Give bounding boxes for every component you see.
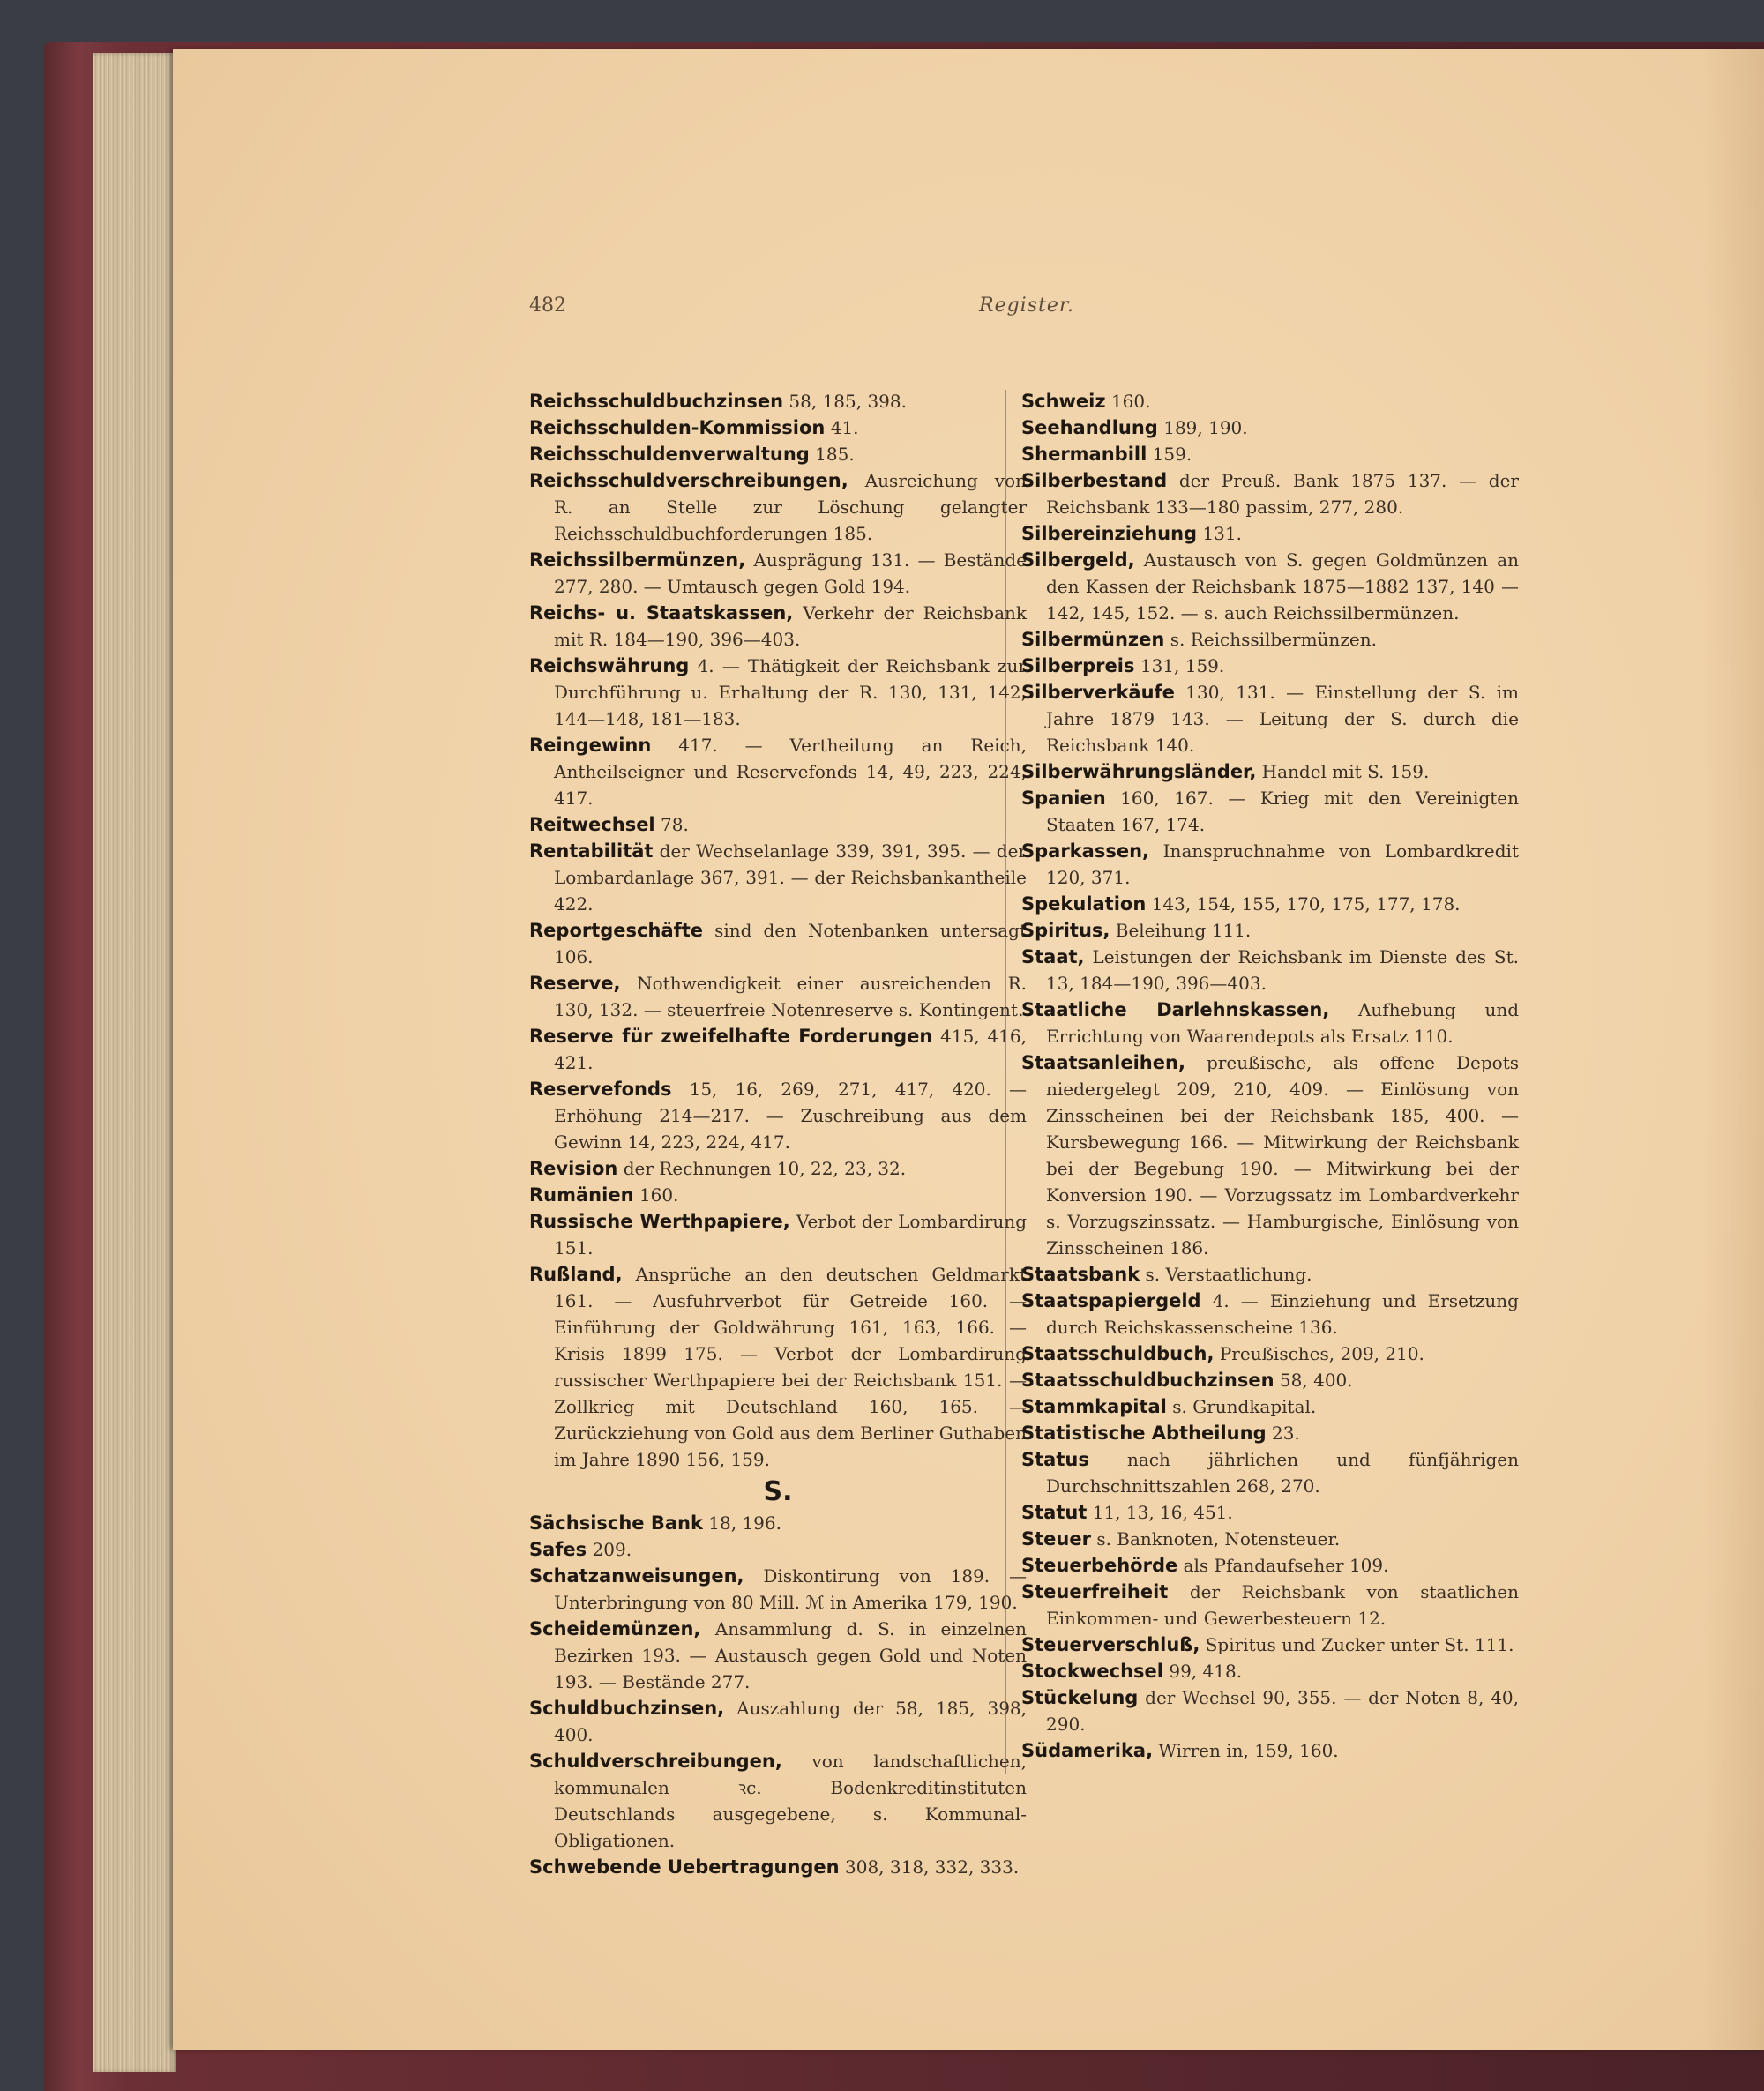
index-references: s. Reichssilbermünzen. [1164, 629, 1377, 650]
index-entry [529, 1616, 1027, 1695]
index-headword: Stückelung [1021, 1687, 1139, 1708]
index-references: 18, 196. [702, 1512, 781, 1534]
index-references: Austausch von S. gegen Goldmünzen an den Kassen der Reichsbank 1875—1882 137, 140 — 142, 145, 152. — s. auch Reichssilbermünzen. [1046, 549, 1519, 624]
index-references: 130, 131. — Einstellung der S. im Jahre 1879 143. — Leitung der S. durch die Reichsbank 140. [1046, 682, 1519, 756]
index-headword: Schwebende Uebertragungen [529, 1856, 840, 1878]
index-entry [529, 1076, 1027, 1155]
index-references: 11, 13, 16, 451. [1087, 1502, 1233, 1523]
index-entry [529, 1261, 1027, 1473]
index-headword: Steuerverschluß, [1021, 1634, 1200, 1655]
index-headword: Reichs- u. Staatskassen, [529, 602, 794, 624]
index-entry [1021, 758, 1519, 785]
index-entry [1021, 1393, 1519, 1420]
index-entry [529, 838, 1027, 917]
index-entry [1021, 917, 1519, 944]
index-entry [1021, 1261, 1519, 1288]
index-entry [1021, 1552, 1519, 1579]
index-headword: Shermanbill [1021, 444, 1147, 465]
index-references: nach jährlichen und fünfjährigen Durchschnittszahlen 268, 270. [1046, 1449, 1519, 1497]
index-headword: Silbereinziehung [1021, 523, 1198, 544]
index-references: preußische, als offene Depots niedergelegt 209, 210, 409. — Einlösung von Zinsscheinen bei der Reichsbank 185, 400. — Kursbewegung 166. — Mitwirkung der Reichsbank bei der Begebung 190. — Mitwirkung bei der Konversion 190. — Vorzugssatz im Lombardverkehr s. Vorzugszinssatz. — Hamburgische, Einlösung von Zinsscheinen 186. [1046, 1052, 1519, 1258]
index-references: 131, 159. [1134, 655, 1225, 676]
index-headword: Rußland, [529, 1264, 623, 1285]
index-references: 160. [1105, 391, 1151, 412]
index-headword: Spanien [1021, 788, 1106, 809]
index-references: Ausreichung von R. an Stelle zur Löschung gelangter Reichsschuldbuchforderungen 185. [554, 470, 1027, 544]
index-headword: Silbergeld, [1021, 549, 1135, 571]
index-headword: Stammkapital [1021, 1396, 1167, 1417]
index-references: 160. [633, 1184, 679, 1206]
index-entry [529, 1155, 1027, 1182]
index-headword: Silberverkäufe [1021, 682, 1175, 703]
index-references: Verbot der Lombardirung 151. [554, 1211, 1027, 1258]
index-entry [1021, 1658, 1519, 1684]
index-references: der Rechnungen 10, 22, 23, 32. [617, 1158, 907, 1179]
index-entry [529, 547, 1027, 600]
index-headword: Staatsschuldbuchzinsen [1021, 1370, 1274, 1391]
index-headword: Steuerfreiheit [1021, 1581, 1169, 1602]
index-references: Auszahlung der 58, 185, 398, 400. [554, 1698, 1027, 1745]
index-references: 160, 167. — Krieg mit den Vereinigten Staaten 167, 174. [1046, 788, 1519, 835]
index-entry [1021, 414, 1519, 441]
index-entry [529, 441, 1027, 467]
index-entry [1021, 944, 1519, 997]
index-entry [1021, 1049, 1519, 1261]
index-headword: Sparkassen, [1021, 840, 1149, 862]
index-headword: Reservefonds [529, 1079, 672, 1100]
index-entry [529, 1182, 1027, 1208]
index-headword: Staatsbank [1021, 1264, 1140, 1285]
index-references: 143, 154, 155, 170, 175, 177, 178. [1146, 893, 1461, 915]
index-entry [529, 970, 1027, 1023]
index-headword: Reserve für zweifelhafte Forderungen [529, 1026, 933, 1047]
index-entry [529, 1854, 1027, 1880]
index-entry [529, 1563, 1027, 1616]
index-entry [529, 917, 1027, 970]
page-gutter-shadow [1702, 49, 1764, 2050]
index-references: der Reichsbank von staatlichen Einkommen- und Gewerbesteuern 12. [1046, 1581, 1519, 1629]
index-entry [529, 388, 1027, 414]
index-headword: Staatspapiergeld [1021, 1290, 1201, 1311]
index-headword: Safes [529, 1539, 587, 1560]
index-entry [1021, 520, 1519, 547]
index-entry [529, 414, 1027, 441]
index-references: Ausprägung 131. — Bestände 277, 280. — Umtausch gegen Gold 194. [554, 549, 1027, 597]
index-references: Ansprüche an den deutschen Geldmarkt 161. — Ausfuhrverbot für Getreide 160. — Einführung der Goldwährung 161, 163, 166. — Krisis 1899 175. — Verbot der Lombardirung russischer Werthpapiere bei der Reichsbank 151. — Zollkrieg mit Deutschland 160, 165. — Zurückziehung von Gold aus dem Berliner Guthaben im Jahre 1890 156, 159. [554, 1264, 1027, 1470]
index-references: der Wechselanlage 339, 391, 395. — der Lombardanlage 367, 391. — der Reichsbankantheile 422. [554, 840, 1027, 915]
index-headword: Reichssilbermünzen, [529, 549, 746, 571]
index-references: der Wechsel 90, 355. — der Noten 8, 40, 290. [1046, 1687, 1519, 1735]
index-references: 23. [1266, 1423, 1300, 1444]
index-references: s. Banknoten, Notensteuer. [1090, 1528, 1341, 1550]
index-entry [1021, 1446, 1519, 1499]
index-references: Ansammlung d. S. in einzelnen Bezirken 193. — Austausch gegen Gold und Noten 193. — Bestände 277. [554, 1618, 1027, 1692]
index-headword: Reichswährung [529, 655, 690, 676]
index-entry [1021, 441, 1519, 467]
index-headword: Spiritus, [1021, 920, 1110, 941]
index-headword: Reichsschulden-Kommission [529, 417, 826, 438]
index-entry [529, 653, 1027, 732]
index-references: der Preuß. Bank 1875 137. — der Reichsbank 133—180 passim, 277, 280. [1046, 470, 1519, 518]
index-references: Aufhebung und Errichtung von Waarendepots als Ersatz 110. [1046, 999, 1520, 1047]
index-headword: Spekulation [1021, 893, 1147, 915]
index-references: 417. — Vertheilung an Reich, Antheilseigner und Reservefonds 14, 49, 223, 224, 417. [554, 735, 1027, 809]
index-entry [529, 1023, 1027, 1076]
index-references: von landschaftlichen, kommunalen ꝛc. Bodenkreditinstituten Deutschlands ausgegebene, s. Kommunal-Obligationen. [554, 1751, 1027, 1851]
index-references: 4. — Thätigkeit der Reichsbank zur Durchführung u. Erhaltung der R. 130, 131, 142, 144—148, 181—183. [554, 655, 1027, 729]
index-references: Wirren in, 159, 160. [1153, 1740, 1339, 1761]
index-headword: Silberpreis [1021, 655, 1135, 676]
index-headword: Scheidemünzen, [529, 1618, 701, 1639]
index-headword: Revision [529, 1158, 618, 1179]
index-references: Diskontirung von 189. — Unterbringung von 80 Mill. ℳ in Amerika 179, 190. [554, 1565, 1027, 1613]
index-headword: Statistische Abtheilung [1021, 1423, 1267, 1444]
index-headword: Südamerika, [1021, 1740, 1154, 1761]
index-entry [529, 811, 1027, 838]
index-entry [529, 600, 1027, 653]
section-letter: S. [763, 1476, 793, 1507]
index-headword: Sächsische Bank [529, 1512, 703, 1534]
index-entry [1021, 891, 1519, 917]
book-page [173, 49, 1764, 2050]
index-entry [1021, 838, 1519, 891]
index-entry [529, 467, 1027, 547]
index-references: Leistungen der Reichsbank im Dienste des St. 13, 184—190, 396—403. [1046, 946, 1519, 994]
index-entry [1021, 388, 1519, 414]
index-entry [529, 1536, 1027, 1563]
index-entry [1021, 653, 1519, 679]
index-entry [529, 1748, 1027, 1854]
index-references: 4. — Einziehung und Ersetzung durch Reichskassenscheine 136. [1046, 1290, 1519, 1338]
index-headword: Rumänien [529, 1184, 634, 1206]
index-entry [1021, 467, 1519, 520]
index-headword: Stockwechsel [1021, 1661, 1163, 1682]
index-entry [1021, 547, 1519, 626]
index-entry [1021, 997, 1519, 1049]
index-headword: Silberwährungsländer, [1021, 761, 1257, 782]
index-headword: Schatzanweisungen, [529, 1565, 744, 1587]
index-entry [1021, 785, 1519, 838]
index-entry [529, 1695, 1027, 1748]
index-entry [1021, 1288, 1519, 1340]
index-references: 415, 416, 421. [554, 1026, 1027, 1073]
index-headword: Staatsschuldbuch, [1021, 1343, 1215, 1364]
index-headword: Staat, [1021, 946, 1085, 967]
index-entry [529, 732, 1027, 811]
index-references: Spiritus und Zucker unter St. 111. [1200, 1634, 1514, 1655]
index-references: 209. [587, 1539, 632, 1560]
index-headword: Staatsanleihen, [1021, 1052, 1185, 1073]
index-headword: Statut [1021, 1502, 1088, 1523]
page-header [173, 295, 1764, 330]
index-headword: Reichsschuldverschreibungen, [529, 470, 848, 491]
index-headword: Steuerbehörde [1021, 1555, 1178, 1576]
index-references: 41. [825, 417, 859, 438]
index-references: sind den Notenbanken untersagt 106. [554, 920, 1027, 967]
index-headword: Reichsschuldbuchzinsen [529, 391, 784, 412]
index-headword: Reitwechsel [529, 814, 655, 835]
index-entry [529, 1510, 1027, 1536]
index-references: als Pfandaufseher 109. [1177, 1555, 1389, 1576]
running-head: Register. [979, 295, 1074, 317]
right-column [1021, 388, 1519, 1764]
index-headword: Staatliche Darlehnskassen, [1021, 999, 1330, 1020]
index-entry [1021, 1526, 1519, 1552]
index-headword: Silberbestand [1021, 470, 1168, 491]
index-headword: Rentabilität [529, 840, 654, 862]
index-references: 189, 190. [1157, 417, 1248, 438]
index-entry [1021, 1499, 1519, 1526]
index-headword: Reportgeschäfte [529, 920, 704, 941]
index-headword: Schweiz [1021, 391, 1106, 412]
index-headword: Status [1021, 1449, 1089, 1470]
index-headword: Reichsschuldenverwaltung [529, 444, 810, 465]
index-entry [1021, 1579, 1519, 1632]
index-references: 99, 418. [1163, 1661, 1243, 1682]
index-entry [1021, 679, 1519, 758]
index-headword: Silbermünzen [1021, 629, 1165, 650]
page-edges [93, 53, 176, 2072]
index-references: 159. [1147, 444, 1192, 465]
index-entry [1021, 1684, 1519, 1737]
index-headword: Schuldbuchzinsen, [529, 1698, 725, 1719]
index-references: Beleihung 111. [1110, 920, 1252, 941]
index-entry [1021, 1420, 1519, 1446]
index-references: 78. [654, 814, 689, 835]
left-column [529, 388, 1027, 1880]
index-entry [529, 1208, 1027, 1261]
index-headword: Steuer [1021, 1528, 1091, 1550]
index-entry [1021, 1340, 1519, 1367]
index-references: s. Verstaatlichung. [1140, 1264, 1312, 1285]
index-references: 58, 185, 398. [783, 391, 907, 412]
index-references: s. Grundkapital. [1166, 1396, 1317, 1417]
index-entry [1021, 1367, 1519, 1393]
index-headword: Reingewinn [529, 735, 652, 756]
index-references: Inanspruchnahme von Lombardkredit 120, 371. [1046, 840, 1519, 888]
index-references: 185. [809, 444, 855, 465]
index-headword: Reserve, [529, 973, 621, 994]
index-references: Preußisches, 209, 210. [1214, 1343, 1424, 1364]
index-entry [1021, 1737, 1519, 1764]
index-references: 308, 318, 332, 333. [839, 1856, 1020, 1878]
index-references: Verkehr der Reichsbank mit R. 184—190, 396—403. [554, 602, 1027, 650]
index-headword: Schuldverschreibungen, [529, 1751, 782, 1772]
index-entry [1021, 626, 1519, 653]
index-references: Handel mit S. 159. [1256, 761, 1430, 782]
index-headword: Russische Werthpapiere, [529, 1211, 790, 1232]
index-references: 131. [1197, 523, 1242, 544]
index-headword: Seehandlung [1021, 417, 1158, 438]
index-entry [1021, 1632, 1519, 1658]
index-references: 58, 400. [1274, 1370, 1353, 1391]
index-references: 15, 16, 269, 271, 417, 420. — Erhöhung 214—217. — Zuschreibung aus dem Gewinn 14, 223, 224, 417. [554, 1079, 1027, 1153]
page-number: 482 [529, 295, 566, 317]
index-references: Nothwendigkeit einer ausreichenden R. 130, 132. — steuerfreie Notenreserve s. Kontingent. [554, 973, 1027, 1020]
